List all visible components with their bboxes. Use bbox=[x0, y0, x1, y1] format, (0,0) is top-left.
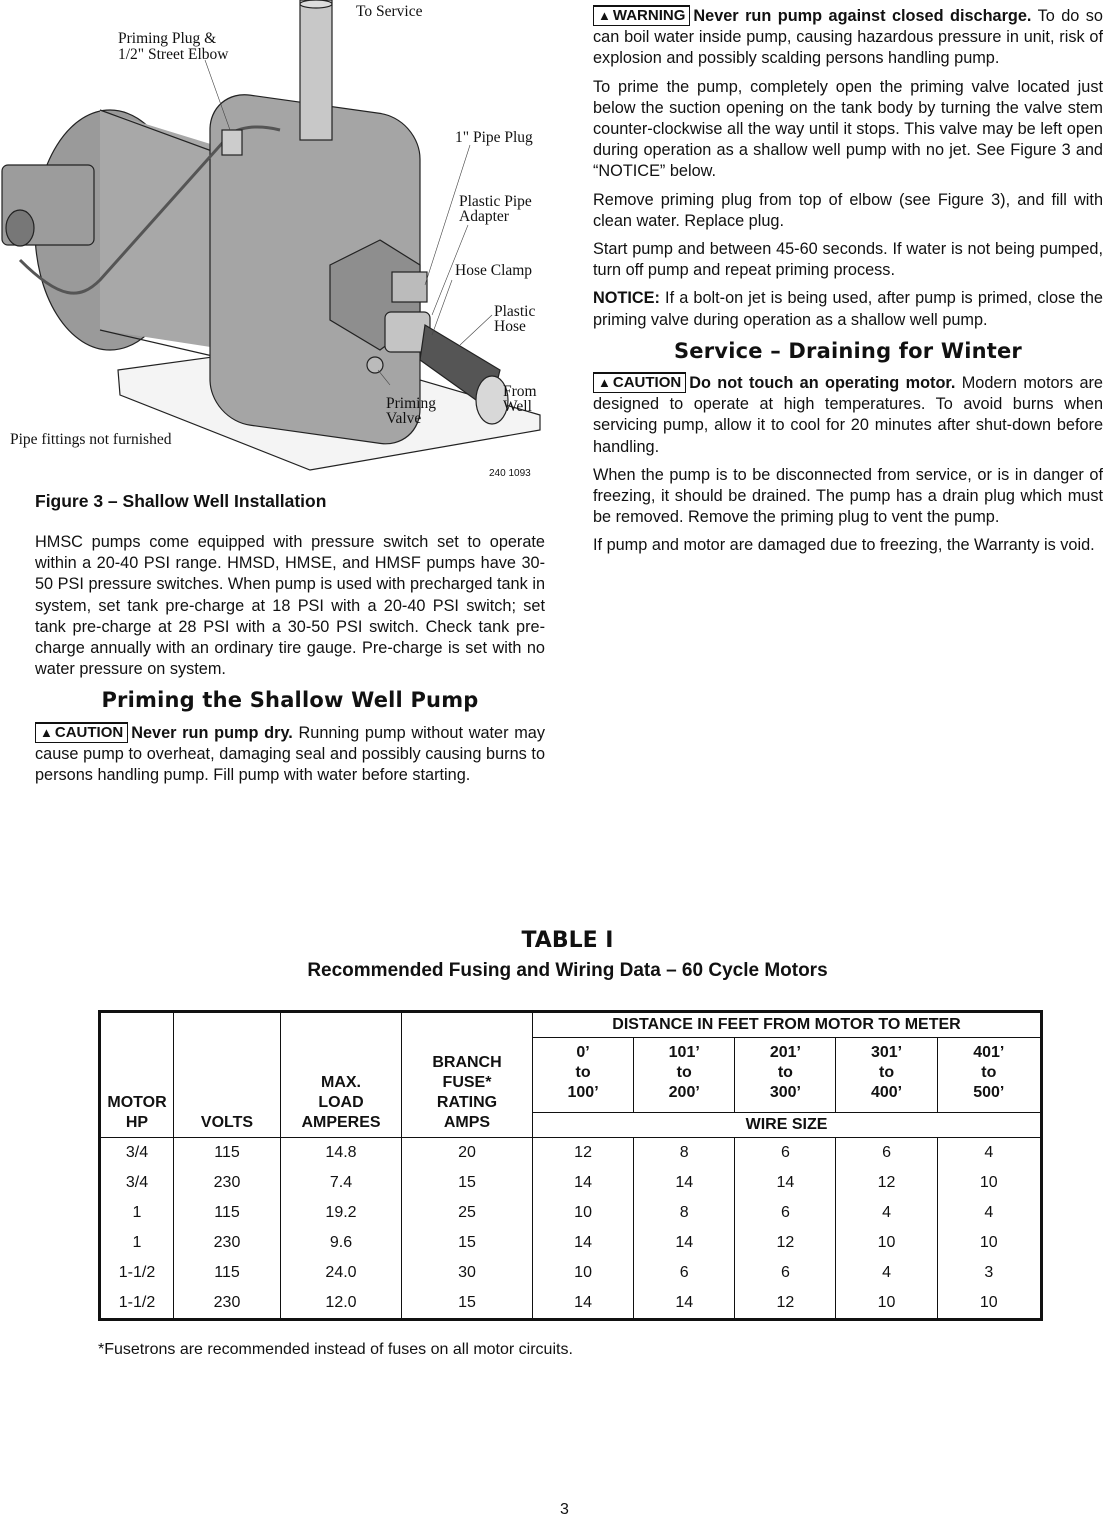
table-cell: 1-1/2 bbox=[100, 1288, 174, 1320]
remove-plug-paragraph: Remove priming plug from top of elbow (see Figure 3), and fill with clean water. Replace plug. bbox=[593, 190, 1103, 230]
figure-code: 240 1093 bbox=[489, 468, 531, 479]
table-row bbox=[100, 1288, 1042, 1320]
table-cell: 7.4 bbox=[281, 1168, 402, 1198]
header-range: 0’ to 100’ bbox=[533, 1038, 634, 1113]
left-column bbox=[35, 532, 545, 793]
table-cell: 4 bbox=[937, 1198, 1041, 1228]
table-cell: 15 bbox=[402, 1288, 533, 1320]
warranty-paragraph: If pump and motor are damaged due to freezing, the Warranty is void. bbox=[593, 536, 1095, 555]
table-cell: 12 bbox=[533, 1138, 634, 1169]
table-cell: 3 bbox=[937, 1258, 1041, 1288]
table-cell: 230 bbox=[174, 1168, 281, 1198]
header-volts: VOLTS bbox=[174, 1012, 281, 1138]
table-cell: 19.2 bbox=[281, 1198, 402, 1228]
table-cell: 25 bbox=[402, 1198, 533, 1228]
label-hose-clamp: Hose Clamp bbox=[455, 262, 533, 279]
header-max-load: MAX. LOAD AMPERES bbox=[281, 1012, 402, 1138]
start-pump-paragraph: Start pump and between 45-60 seconds. If water is not being pumped, turn off pump and repeat priming process. bbox=[593, 240, 1103, 280]
table-cell: 14 bbox=[533, 1168, 634, 1198]
notice-label: NOTICE: bbox=[593, 289, 660, 308]
table-cell: 12 bbox=[836, 1168, 937, 1198]
caution-badge bbox=[593, 372, 686, 393]
label-hose: Hose bbox=[494, 318, 526, 335]
caution-badge bbox=[35, 722, 128, 743]
table-subtitle: Recommended Fusing and Wiring Data – 60 Cycle Motors bbox=[307, 960, 828, 981]
caution-text: Running pump without water may cause pump to overheat, damaging seal and possibly causing burns to persons handling pump. Fill pump with water before starting. bbox=[35, 723, 545, 785]
label-adapter: Adapter bbox=[459, 208, 509, 225]
warning-paragraph bbox=[593, 5, 1103, 70]
table-cell: 14 bbox=[533, 1228, 634, 1258]
table-cell: 10 bbox=[937, 1228, 1041, 1258]
table-cell: 1-1/2 bbox=[100, 1258, 174, 1288]
pump-illustration bbox=[0, 0, 550, 485]
table-row bbox=[100, 1258, 1042, 1288]
table-cell: 6 bbox=[735, 1198, 836, 1228]
motor-caution-paragraph bbox=[593, 372, 1103, 458]
table-cell: 1 bbox=[100, 1198, 174, 1228]
caution-bold: Do not touch an operating motor. bbox=[689, 374, 956, 393]
table-cell: 14 bbox=[533, 1288, 634, 1320]
table-cell: 10 bbox=[836, 1288, 937, 1320]
caution-bold: Never run pump dry. bbox=[131, 723, 293, 742]
label-pipe-plug: 1" Pipe Plug bbox=[455, 129, 533, 146]
table-cell: 6 bbox=[634, 1258, 735, 1288]
pressure-switch-paragraph: HMSC pumps come equipped with pressure switch set to operate within a 20-40 PSI range. HMSD, HMSE, and HMSF pumps have 30-50 PSI pressure switches. When pump is used with precharged tank in system, set tank pre-charge at 18 PSI with a 20-40 PSI switch; set tank pre-charge at 28 PSI with a 30-50 PSI switch. Check tank pre-charge annually with an ordinary tire gauge. Pre-charge is set with no water pressure on system. bbox=[35, 533, 545, 679]
figure-caption: Figure 3 – Shallow Well Installation bbox=[35, 491, 327, 511]
table-cell: 115 bbox=[174, 1138, 281, 1169]
table-title: TABLE I bbox=[521, 928, 614, 953]
warning-bold: Never run pump against closed discharge. bbox=[693, 7, 1032, 25]
notice-text: If a bolt-on jet is being used, after pump is primed, close the priming valve during operation as a shallow well pump. bbox=[593, 289, 1103, 329]
prime-paragraph: To prime the pump, completely open the priming valve located just below the suction opening on the tank body by turning the valve stem counter-clockwise all the way until it stops. This valve may be left open during operation as a shallow well pump with no jet. See Figure 3 and “NOTICE” below. bbox=[593, 77, 1103, 181]
pump-installation-figure bbox=[0, 0, 550, 485]
table-cell: 6 bbox=[735, 1258, 836, 1288]
table-cell: 230 bbox=[174, 1228, 281, 1258]
table-row bbox=[100, 1228, 1042, 1258]
table-cell: 10 bbox=[533, 1198, 634, 1228]
table-row bbox=[100, 1138, 1042, 1169]
table-cell: 14 bbox=[634, 1288, 735, 1320]
label-from: From bbox=[503, 383, 537, 400]
label-plastic-pipe: Plastic Pipe bbox=[459, 193, 532, 210]
table-cell: 3/4 bbox=[100, 1138, 174, 1169]
warning-badge bbox=[593, 5, 690, 26]
table-cell: 15 bbox=[402, 1168, 533, 1198]
table-cell: 115 bbox=[174, 1258, 281, 1288]
label-not-furnished: Pipe fittings not furnished bbox=[10, 431, 172, 448]
caution-label: CAUTION bbox=[54, 723, 124, 741]
table-cell: 1 bbox=[100, 1228, 174, 1258]
table-cell: 10 bbox=[937, 1288, 1041, 1320]
label-well: Well bbox=[503, 398, 532, 415]
header-range: 201’ to 300’ bbox=[735, 1038, 836, 1113]
warning-label: WARNING bbox=[612, 7, 686, 24]
table-cell: 115 bbox=[174, 1198, 281, 1228]
table-cell: 10 bbox=[533, 1258, 634, 1288]
table-cell: 9.6 bbox=[281, 1228, 402, 1258]
header-motor-hp: MOTOR HP bbox=[100, 1012, 174, 1138]
table-cell: 14 bbox=[634, 1168, 735, 1198]
table-cell: 4 bbox=[937, 1138, 1041, 1169]
label-plastic: Plastic bbox=[494, 303, 536, 320]
table-row bbox=[100, 1168, 1042, 1198]
label-street-elbow: 1/2" Street Elbow bbox=[118, 46, 229, 63]
page-number: 3 bbox=[560, 1501, 569, 1518]
warning-triangle-icon: ▲ bbox=[598, 8, 611, 23]
table-cell: 6 bbox=[836, 1138, 937, 1169]
header-distance: DISTANCE IN FEET FROM MOTOR TO METER bbox=[533, 1012, 1042, 1038]
draining-heading: Service – Draining for Winter bbox=[673, 338, 1022, 363]
warning-triangle-icon: ▲ bbox=[40, 724, 53, 740]
label-priming: Priming bbox=[386, 395, 436, 412]
table-cell: 4 bbox=[836, 1198, 937, 1228]
caution-label: CAUTION bbox=[612, 374, 682, 392]
label-to-service: To Service bbox=[356, 3, 423, 20]
label-priming-plug: Priming Plug & bbox=[118, 30, 217, 47]
caution-text: Modern motors are designed to operate at high temperatures. To avoid burns when servicing pump, allow it to cool for 20 minutes after shut-down before handling. bbox=[593, 374, 1103, 456]
table-cell: 230 bbox=[174, 1288, 281, 1320]
table-cell: 12.0 bbox=[281, 1288, 402, 1320]
warning-triangle-icon: ▲ bbox=[598, 375, 611, 391]
table-cell: 10 bbox=[937, 1168, 1041, 1198]
table-cell: 6 bbox=[735, 1138, 836, 1169]
table-cell: 12 bbox=[735, 1228, 836, 1258]
header-branch-fuse: BRANCH FUSE* RATING AMPS bbox=[402, 1012, 533, 1138]
table-cell: 3/4 bbox=[100, 1168, 174, 1198]
label-valve: Valve bbox=[386, 410, 422, 427]
table-cell: 12 bbox=[735, 1288, 836, 1320]
table-cell: 24.0 bbox=[281, 1258, 402, 1288]
table-cell: 14 bbox=[735, 1168, 836, 1198]
priming-heading: Priming the Shallow Well Pump bbox=[101, 688, 479, 713]
table-cell: 10 bbox=[836, 1228, 937, 1258]
notice-paragraph bbox=[593, 288, 1103, 330]
table-footnote: *Fusetrons are recommended instead of fuses on all motor circuits. bbox=[98, 1341, 573, 1358]
right-column bbox=[593, 5, 1103, 564]
drain-paragraph: When the pump is to be disconnected from service, or is in danger of freezing, it should be drained. The pump has a drain plug which must be removed. Remove the priming plug to vent the pump. bbox=[593, 465, 1103, 527]
warning-text: To do so can boil water inside pump, causing hazardous pressure in unit, risk of explosion and possibly scalding persons handling pump. bbox=[593, 7, 1103, 68]
table-cell: 4 bbox=[836, 1258, 937, 1288]
fusing-wiring-table bbox=[98, 1010, 1043, 1321]
table-cell: 20 bbox=[402, 1138, 533, 1169]
table-cell: 15 bbox=[402, 1228, 533, 1258]
table-cell: 30 bbox=[402, 1258, 533, 1288]
header-range: 401’ to 500’ bbox=[937, 1038, 1041, 1113]
header-wire-size: WIRE SIZE bbox=[533, 1113, 1042, 1138]
table-cell: 8 bbox=[634, 1198, 735, 1228]
table-cell: 14.8 bbox=[281, 1138, 402, 1169]
table-cell: 8 bbox=[634, 1138, 735, 1169]
caution-paragraph bbox=[35, 722, 545, 787]
header-range: 301’ to 400’ bbox=[836, 1038, 937, 1113]
table-row bbox=[100, 1198, 1042, 1228]
table-cell: 14 bbox=[634, 1228, 735, 1258]
header-range: 101’ to 200’ bbox=[634, 1038, 735, 1113]
